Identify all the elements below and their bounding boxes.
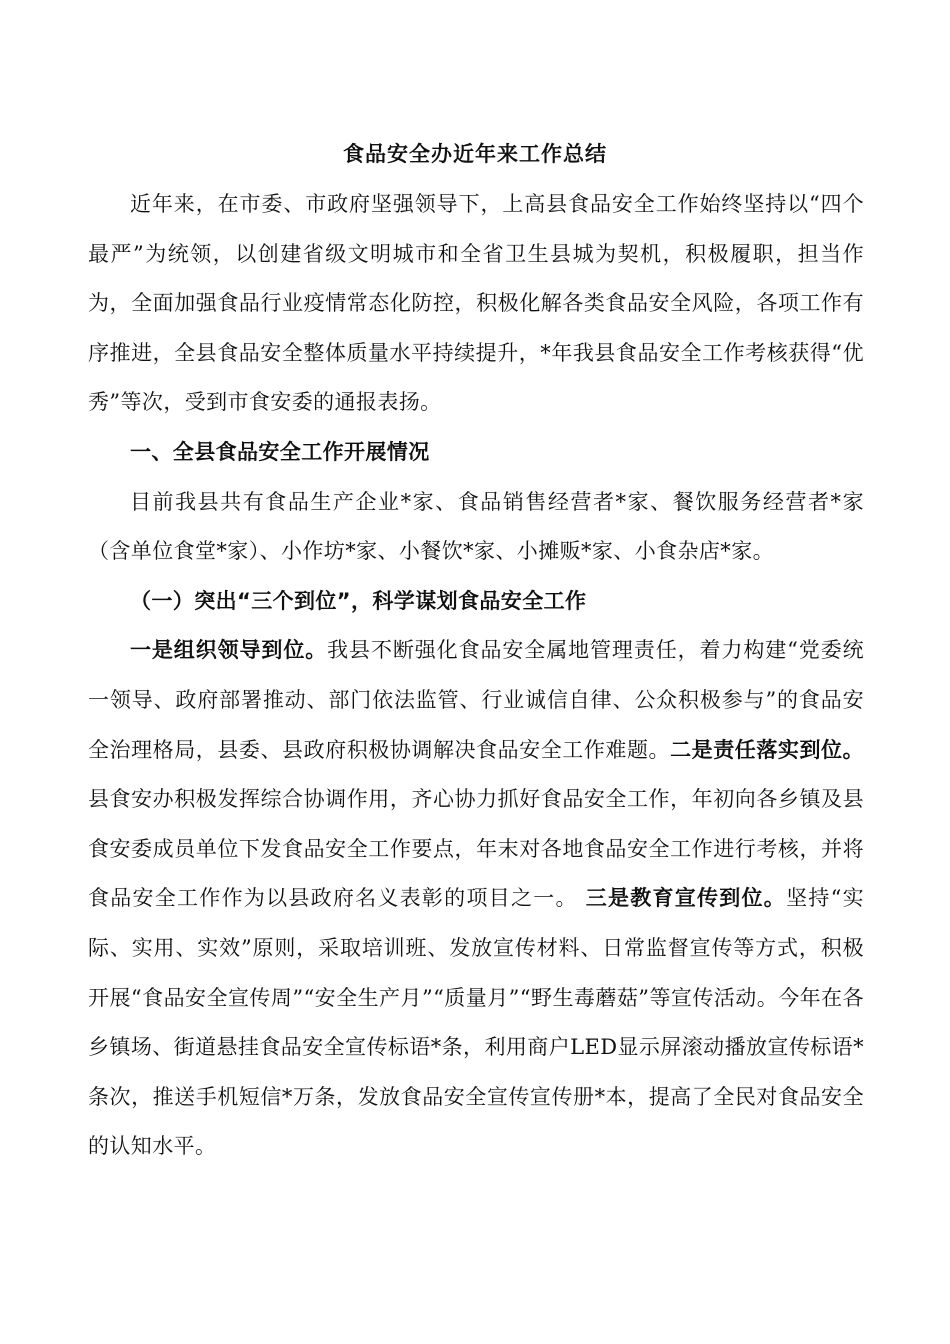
point-3-lead: 三是教育宣传到位。 <box>585 886 787 911</box>
subsection-1-heading: （一）突出“三个到位”，科学谋划食品安全工作 <box>130 588 587 613</box>
section-1-paragraph: 目前我县共有食品生产企业*家、食品销售经营者*家、餐饮服务经营者*家（含单位食堂*家）、小作坊*家、小餐饮*家、小摊贩*家、小食杂店*家。 <box>88 489 864 564</box>
document-body <box>88 180 864 1172</box>
section-1-heading: 一、全县食品安全工作开展情况 <box>130 439 430 464</box>
point-2-text: 县食安办积极发挥综合协调作用，齐心协力抓好食品安全工作，年初向各乡镇及县食安委成员单位下发食品安全工作要点，年末对各地食品安全工作进行考核，并将食品安全工作作为以县政府名义表彰的项目之一。 <box>88 787 864 911</box>
point-1-lead: 一是组织领导到位。 <box>130 638 328 663</box>
point-1-text: 我县不断强化食品安全属地管理责任，着力构建“党委统一领导、政府部署推动、部门依法监管、行业诚信自律、公众积极参与”的食品安全治理格局，县委、县政府积极协调解决食品安全工作难题。 <box>88 638 865 762</box>
intro-paragraph: 近年来，在市委、市政府坚强领导下，上高县食品安全工作始终坚持以“四个最严”为统领，以创建省级文明城市和全省卫生县城为契机，积极履职，担当作为，全面加强食品行业疫情常态化防控，积极化解各类食品安全风险，各项工作有序推进，全县食品安全整体质量水平持续提升，*年我县食品安全工作考核获得“优秀”等次，受到市食安委的通报表扬。 <box>88 192 864 415</box>
document-title: 食品安全办近年来工作总结 <box>343 142 607 166</box>
point-3-text: 坚持“实际、实用、实效”原则，采取培训班、发放宣传材料、日常监督宣传等方式，积极开展“食品安全宣传周”“安全生产月”“质量月”“野生毒蘑菇”等宣传活动。今年在各乡镇场、街道悬挂食品安全宣传标语*条，利用商户LED显示屏滚动播放宣传标语*条次，推送手机短信*万条，发放食品安全宣传宣传册*本，提高了全民对食品安全的认知水平。 <box>88 886 864 1159</box>
points-paragraph <box>88 626 864 1172</box>
point-2-lead: 二是责任落实到位。 <box>670 737 864 762</box>
